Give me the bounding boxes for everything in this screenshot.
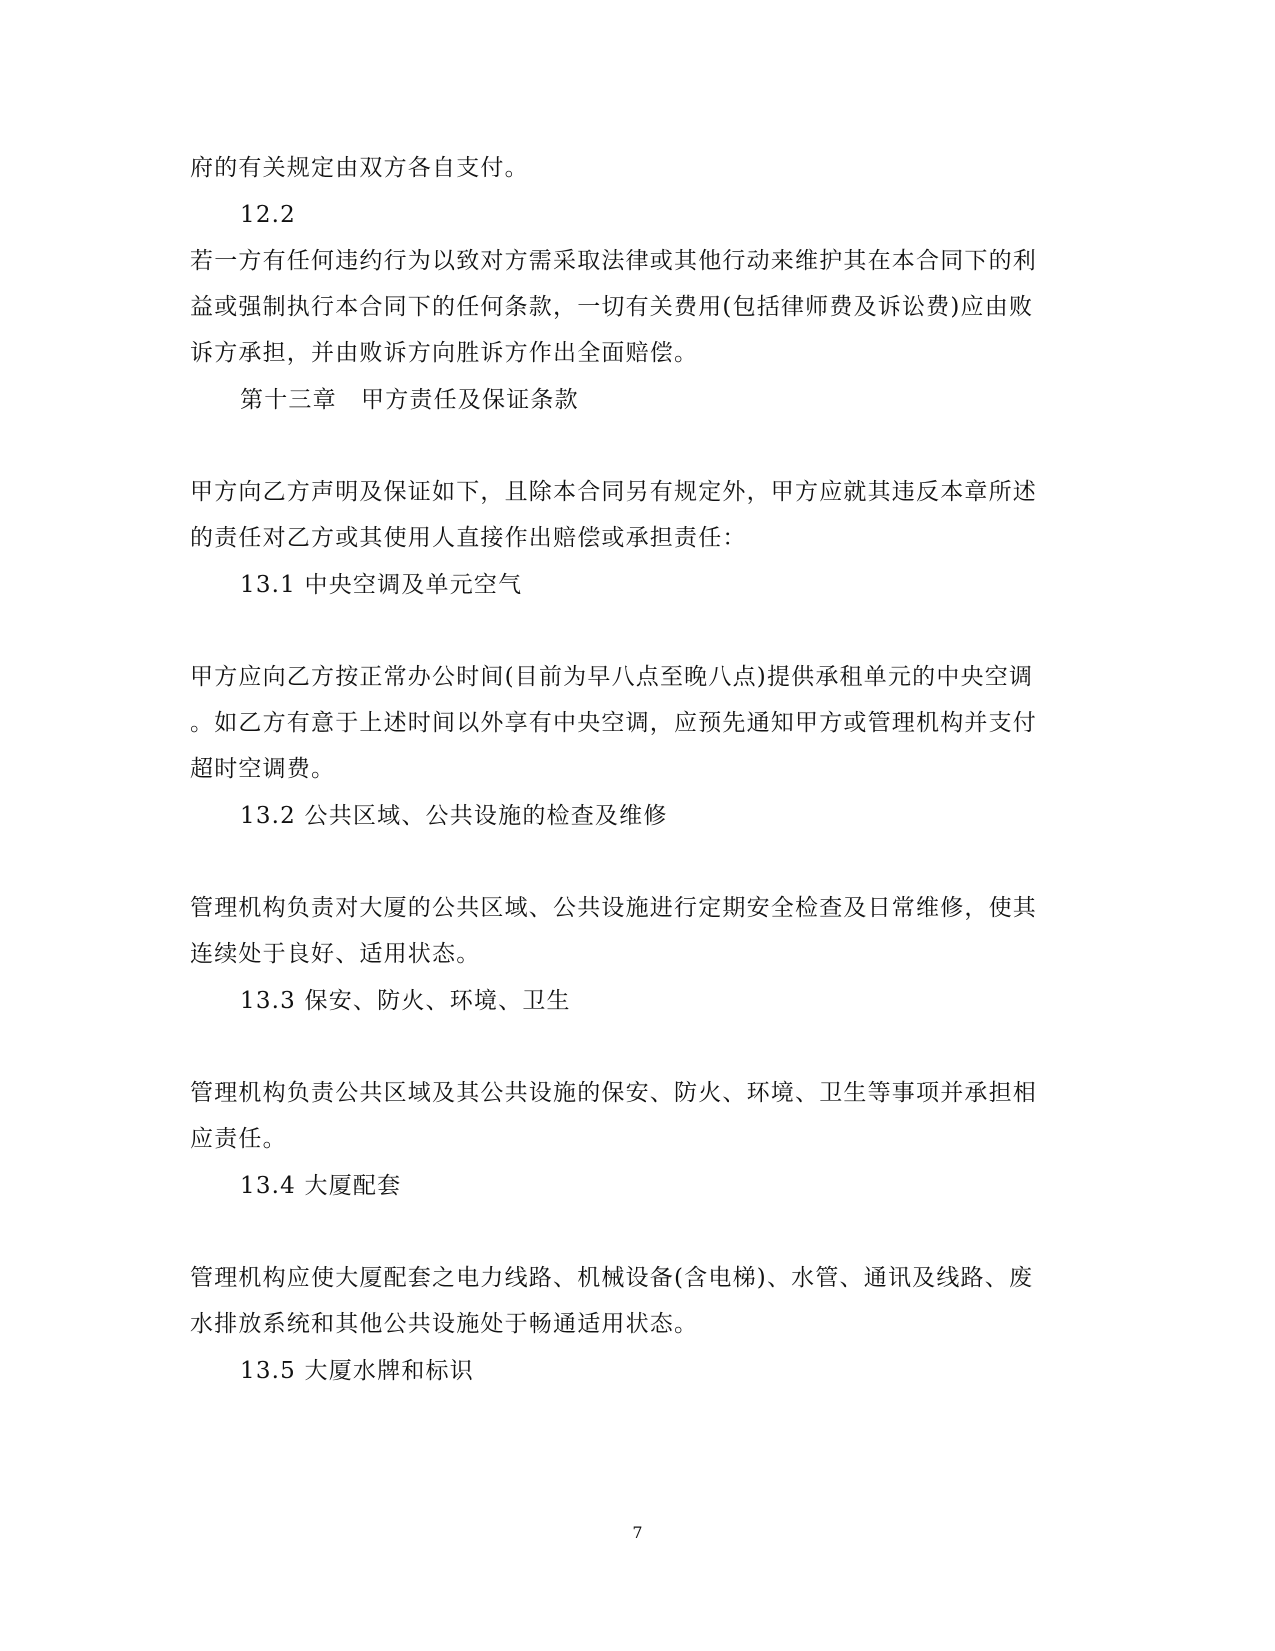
body-text-line: 诉方承担，并由败诉方向胜诉方作出全面赔偿。 [190, 340, 699, 366]
clause-number: 12.2 [240, 202, 297, 228]
body-text-line: 甲方向乙方声明及保证如下，且除本合同另有规定外，甲方应就其违反本章所述 [190, 479, 1037, 505]
body-text-line: 水排放系统和其他公共设施处于畅通适用状态。 [190, 1311, 699, 1337]
page-number: 7 [632, 1523, 643, 1542]
body-text-line: 府的有关规定由双方各自支付。 [190, 155, 529, 181]
body-text-line: 应责任。 [190, 1126, 287, 1152]
chapter-heading: 第十三章 甲方责任及保证条款 [240, 387, 579, 413]
body-text-line: 的责任对乙方或其使用人直接作出赔偿或承担责任： [190, 525, 747, 551]
clause-heading: 13.3 保安、防火、环境、卫生 [240, 988, 571, 1014]
body-text-line: 。如乙方有意于上述时间以外享有中央空调，应预先通知甲方或管理机构并支付 [190, 710, 1037, 736]
body-text-line: 益或强制执行本合同下的任何条款，一切有关费用(包括律师费及诉讼费)应由败 [190, 294, 1034, 320]
clause-heading: 13.1 中央空调及单元空气 [240, 572, 523, 598]
clause-heading: 13.4 大厦配套 [240, 1173, 402, 1199]
body-text-line: 管理机构负责对大厦的公共区域、公共设施进行定期安全检查及日常维修，使其 [190, 895, 1037, 921]
body-text-line: 超时空调费。 [190, 756, 336, 782]
body-text-line: 连续处于良好、适用状态。 [190, 941, 481, 967]
body-text-line: 管理机构负责公共区域及其公共设施的保安、防火、环境、卫生等事项并承担相 [190, 1080, 1037, 1106]
clause-heading: 13.5 大厦水牌和标识 [240, 1358, 474, 1384]
body-text-line: 若一方有任何违约行为以致对方需采取法律或其他行动来维护其在本合同下的利 [190, 248, 1037, 274]
body-text-line: 甲方应向乙方按正常办公时间(目前为早八点至晚八点)提供承租单元的中央空调 [190, 664, 1034, 690]
clause-heading: 13.2 公共区域、公共设施的检查及维修 [240, 803, 668, 829]
body-text-line: 管理机构应使大厦配套之电力线路、机械设备(含电梯)、水管、通讯及线路、废 [190, 1265, 1034, 1291]
